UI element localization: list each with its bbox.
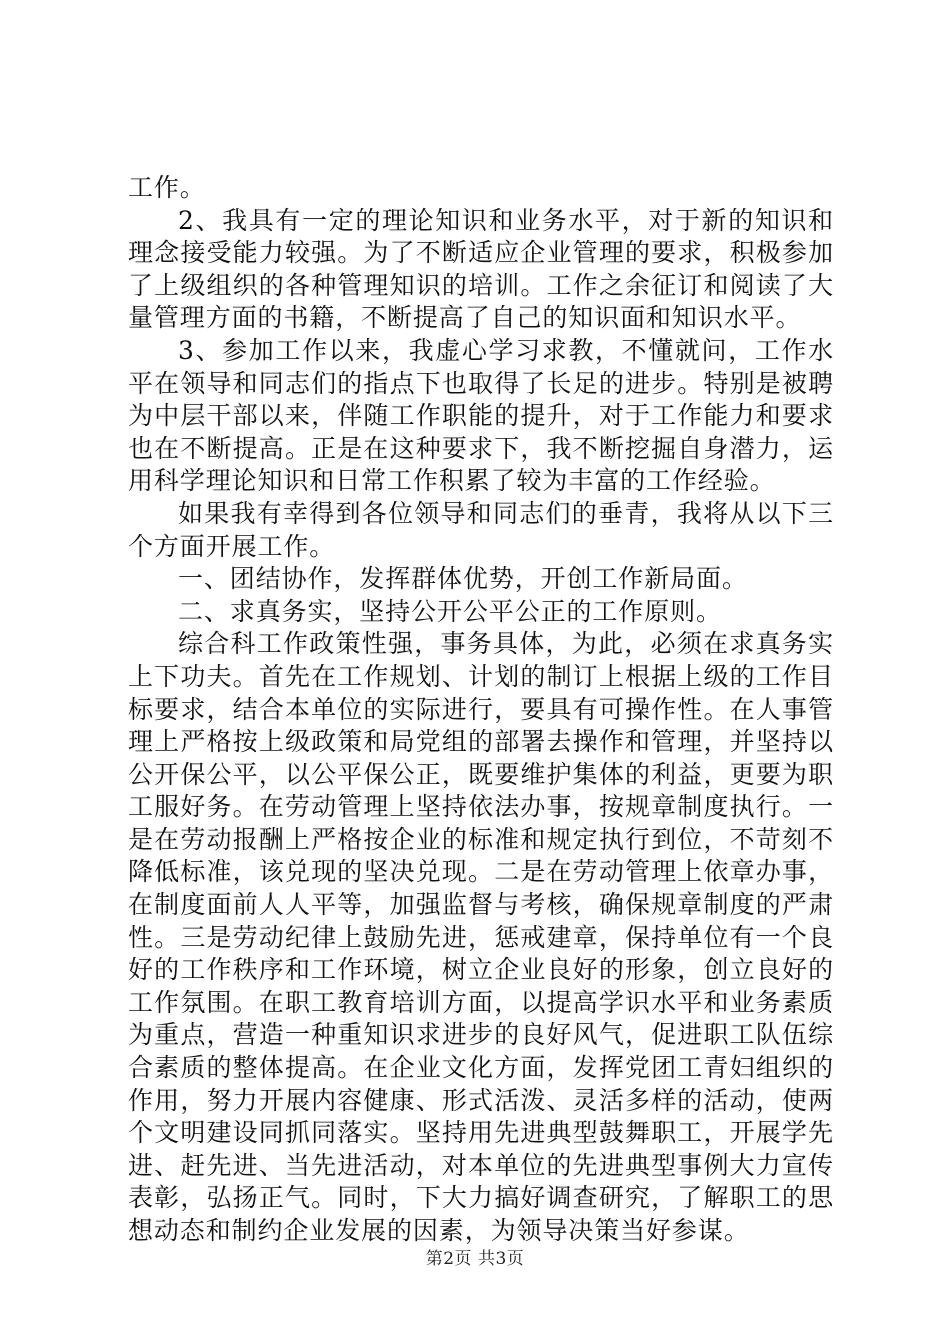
paragraph-1: 工作。 xyxy=(128,173,206,202)
document-body xyxy=(128,172,834,1248)
paragraph-4: 如果我有幸得到各位领导和同志们的垂青，我将从以下三个方面开展工作。 xyxy=(128,498,834,561)
paragraph-2: 2、我具有一定的理论知识和业务水平，对于新的知识和理念接受能力较强。为了不断适应企业管理的要求，积极参加了上级组织的各种管理知识的培训。工作之余征订和阅读了大量管理方面的书籍，不断提高了自己的知识面和知识水平。 xyxy=(128,205,834,333)
paragraph-5: 一、团结协作，发挥群体优势，开创工作新局面。 xyxy=(178,564,748,594)
page-number-footer: 第2页 共3页 xyxy=(425,1249,525,1269)
paragraph-3: 3、参加工作以来，我虚心学习求教，不懂就问，工作水平在领导和同志们的指点下也取得了长足的进步。特别是被聘为中层干部以来，伴随工作职能的提升，对于工作能力和要求也在不断提高。正是在这种要求下，我不断挖掘自身潜力，运用科学理论知识和日常工作积累了较为丰富的工作经验。 xyxy=(128,335,834,496)
paragraph-6: 二、求真务实，坚持公开公平公正的工作原则。 xyxy=(178,596,722,626)
paragraph-7: 综合科工作政策性强，事务具体，为此，必须在求真务实上下功夫。首先在工作规划、计划的制订上根据上级的工作目标要求，结合本单位的实际进行，要具有可操作性。在人事管理上严格按上级政策和局党组的部署去操作和管理，并坚持以公开保公平，以公平保公正，既要维护集体的利益，更要为职工服好务。在劳动管理上坚持依法办事，按规章制度执行。一是在劳动报酬上严格按企业的标准和规定执行到位，不苛刻不降低标准，该兑现的坚决兑现。二是在劳动管理上依章办事，在制度面前人人平等，加强监督与考核，确保规章制度的严肃性。三是劳动纪律上鼓励先进，惩戒建章，保持单位有一个良好的工作秩序和工作环境，树立企业良好的形象，创立良好的工作氛围。在职工教育培训方面，以提高学识水平和业务素质为重点，营造一种重知识求进步的良好风气，促进职工队伍综合素质的整体提高。在企业文化方面，发挥党团工青妇组织的作用，努力开展内容健康、形式活泼、灵活多样的活动，使两个文明建设同抓同落实。坚持用先进典型鼓舞职工，开展学先进、赶先进、当先进活动，对本单位的先进典型事例大力宣传表彰，弘扬正气。同时，下大力搞好调查研究，了解职工的思想动态和制约企业发展的因素，为领导决策当好参谋。 xyxy=(128,629,834,1245)
